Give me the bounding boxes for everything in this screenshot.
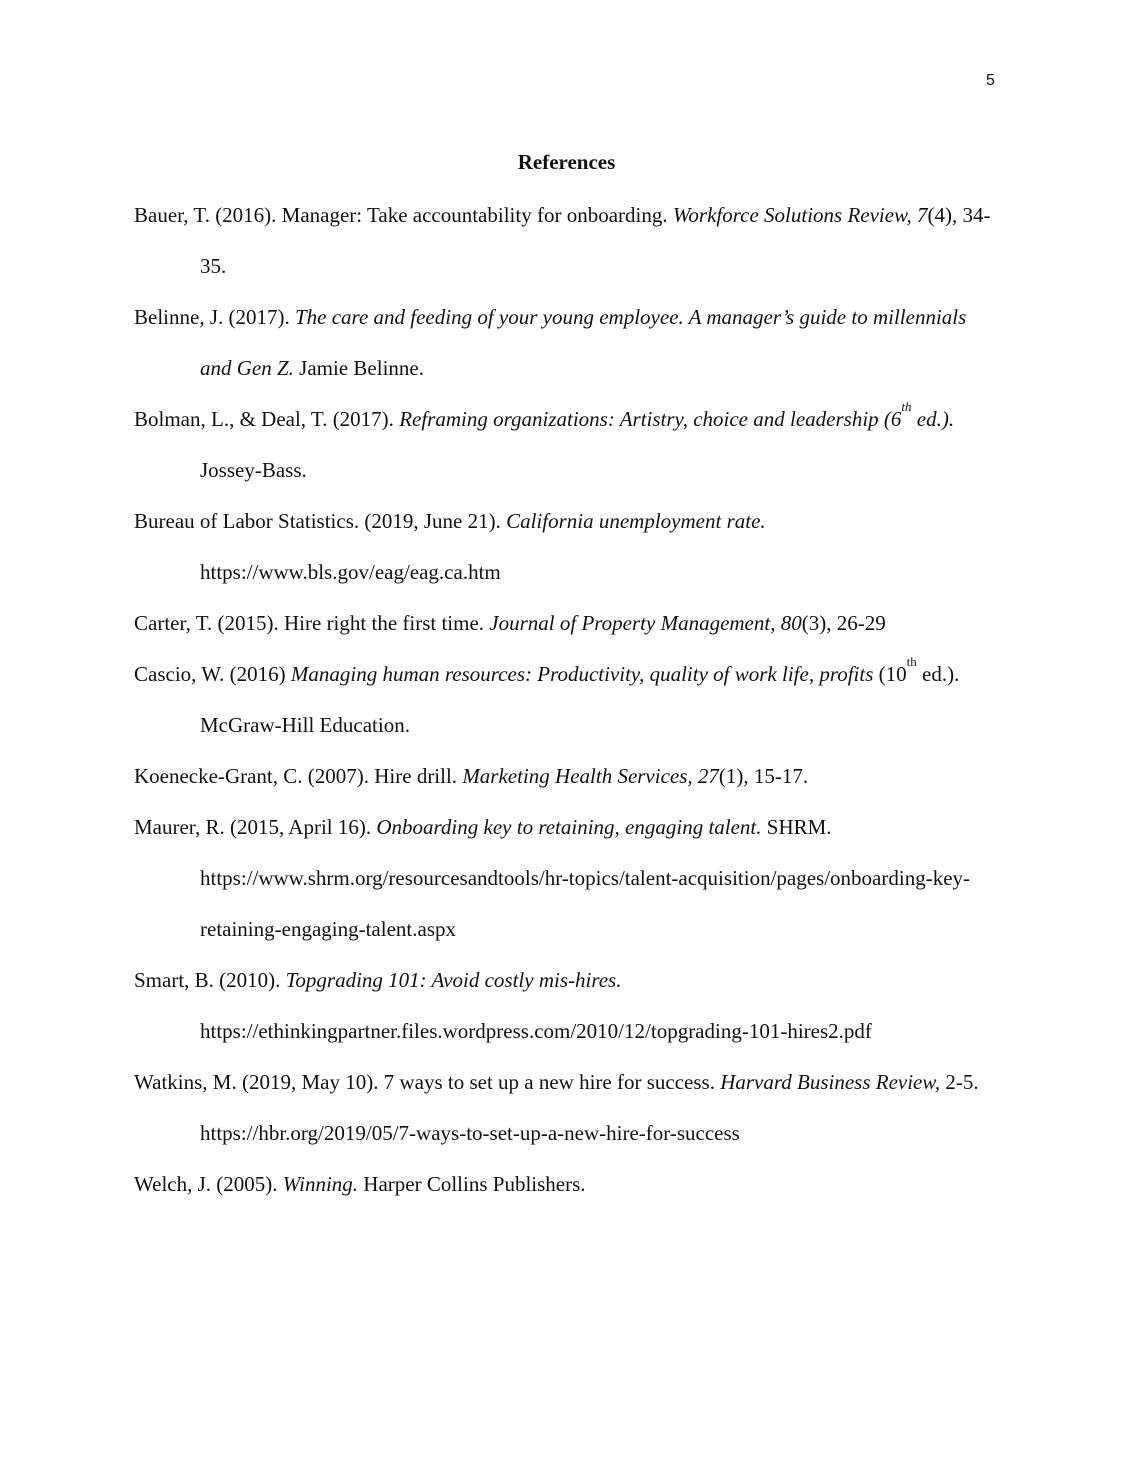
reference-text: Jamie Belinne.	[293, 356, 424, 380]
reference-text: Koenecke-Grant, C. (2007). Hire drill.	[134, 764, 463, 788]
reference-text: Welch, J. (2005).	[134, 1172, 283, 1196]
reference-text: (4), 34-35.	[200, 203, 991, 278]
reference-text: Smart, B. (2010).	[134, 968, 286, 992]
reference-text: Carter, T. (2015). Hire right the first time.	[134, 611, 490, 635]
page-number: 5	[986, 72, 995, 89]
reference-text: Bureau of Labor Statistics. (2019, June 21).	[134, 509, 507, 533]
reference-list	[134, 190, 994, 1210]
reference-text: Watkins, M. (2019, May 10). 7 ways to set up a new hire for success.	[134, 1070, 721, 1094]
reference-text: Belinne, J. (2017).	[134, 305, 295, 329]
reference-text: Maurer, R. (2015, April 16).	[134, 815, 377, 839]
reference-entry	[134, 394, 994, 496]
reference-text: Harper Collins Publishers.	[358, 1172, 586, 1196]
reference-text: California unemployment rate.	[506, 509, 766, 533]
reference-entry	[134, 751, 994, 802]
reference-text: Bauer, T. (2016). Manager: Take accountability for onboarding.	[134, 203, 673, 227]
reference-text: (3), 26-29	[801, 611, 886, 635]
reference-entry	[134, 1159, 994, 1210]
reference-entry	[134, 292, 994, 394]
reference-text: ed.). McGraw-Hill Education.	[200, 662, 960, 737]
reference-text: 7	[917, 203, 928, 227]
reference-entry	[134, 496, 994, 598]
reference-entry	[134, 190, 994, 292]
reference-entry	[134, 1057, 994, 1159]
reference-text: 2-5. https://hbr.org/2019/05/7-ways-to-set-up-a-new-hire-for-success	[200, 1070, 979, 1145]
reference-text: Reframing organizations: Artistry, choice and leadership (6	[399, 407, 902, 431]
reference-text: Marketing Health Services, 27	[462, 764, 719, 788]
reference-text: Winning.	[282, 1172, 359, 1196]
reference-entry	[134, 955, 994, 1057]
reference-text: Cascio, W. (2016)	[134, 662, 291, 686]
reference-text: ed.).	[911, 407, 955, 431]
reference-text: Managing human resources: Productivity, quality of work life, profits	[290, 662, 874, 686]
reference-text: SHRM. https://www.shrm.org/resourcesandtools/hr-topics/talent-acquisition/pages/onboarding-key-retaining-engaging-talent.aspx	[200, 815, 971, 941]
reference-text: Jossey-Bass.	[200, 458, 307, 482]
reference-entry	[134, 649, 994, 751]
reference-entry	[134, 802, 994, 955]
reference-text: https://ethinkingpartner.files.wordpress.com/2010/12/topgrading-101-hires2.pdf	[200, 1019, 872, 1043]
reference-text: th	[906, 654, 917, 669]
references-heading: References	[517, 150, 616, 174]
reference-text: Topgrading 101: Avoid costly mis-hires.	[285, 968, 622, 992]
reference-text: (1), 15-17.	[718, 764, 809, 788]
reference-text: Onboarding key to retaining, engaging talent.	[376, 815, 762, 839]
reference-text: Bolman, L., & Deal, T. (2017).	[134, 407, 400, 431]
reference-text: Workforce Solutions Review,	[672, 203, 912, 227]
reference-text: Journal of Property Management, 80	[489, 611, 802, 635]
reference-text: The care and feeding of your young employee. A manager’s guide to millennials and Gen Z.	[200, 305, 967, 380]
reference-text: (10	[873, 662, 907, 686]
reference-text: https://www.bls.gov/eag/eag.ca.htm	[200, 560, 501, 584]
reference-text: th	[901, 399, 912, 414]
reference-text: Harvard Business Review,	[720, 1070, 941, 1094]
reference-entry	[134, 598, 994, 649]
